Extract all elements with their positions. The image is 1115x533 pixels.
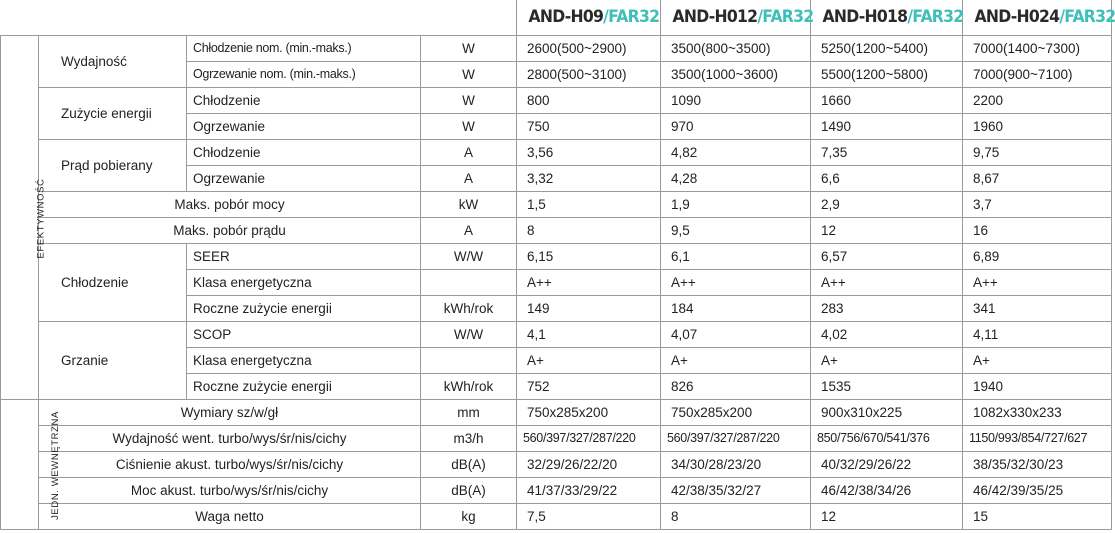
header-row — [1, 0, 1112, 36]
cell-value: 6,15 — [517, 244, 661, 270]
cell-value: 1,9 — [661, 192, 811, 218]
table-row — [1, 244, 1112, 270]
cell-value: 1090 — [661, 88, 811, 114]
table-row — [1, 192, 1112, 218]
cell-value: 46/42/38/34/26 — [811, 478, 963, 504]
table-row — [1, 88, 1112, 114]
row-unit: A — [421, 218, 517, 244]
table-row — [1, 400, 1112, 426]
cell-value: 34/30/28/23/20 — [661, 452, 811, 478]
row-label: Roczne zużycie energii — [187, 374, 421, 400]
row-label: Klasa energetyczna — [187, 270, 421, 296]
header-blank — [1, 0, 517, 36]
cell-value: 3,56 — [517, 140, 661, 166]
cell-value: 2,9 — [811, 192, 963, 218]
model-suffix: /FAR32 — [756, 7, 813, 27]
row-unit: A — [421, 140, 517, 166]
model-header — [811, 0, 963, 36]
cell-value: 3500(800~3500) — [661, 36, 811, 62]
table-row — [1, 322, 1112, 348]
section-label: EFEKTYWNOŚĆ — [35, 178, 47, 259]
row-unit: kWh/rok — [421, 374, 517, 400]
cell-value: 8 — [517, 218, 661, 244]
row-label: SEER — [187, 244, 421, 270]
cell-value: 2600(500~2900) — [517, 36, 661, 62]
table-row — [1, 504, 1112, 530]
row-label: Maks. pobór prądu — [39, 218, 421, 244]
row-label: Ogrzewanie nom. (min.-maks.) — [187, 62, 421, 88]
cell-value: 5500(1200~5800) — [811, 62, 963, 88]
cell-value: A+ — [661, 348, 811, 374]
cell-value: A++ — [661, 270, 811, 296]
row-unit: A — [421, 166, 517, 192]
group-current: Prąd pobierany — [39, 140, 187, 192]
section-efficiency — [1, 36, 47, 400]
cell-value: 341 — [963, 296, 1112, 322]
model-prefix: AND-H09 — [528, 7, 603, 27]
cell-value: 1,5 — [517, 192, 661, 218]
row-unit: W — [421, 114, 517, 140]
cell-value: 4,11 — [963, 322, 1112, 348]
row-unit — [421, 270, 517, 296]
cell-value: 2200 — [963, 88, 1112, 114]
cell-value: 8,67 — [963, 166, 1112, 192]
cell-value: 7,35 — [811, 140, 963, 166]
group-heating: Grzanie — [39, 322, 187, 400]
row-label: Wydajność went. turbo/wys/śr/nis/cichy — [39, 426, 421, 452]
row-unit: W/W — [421, 244, 517, 270]
row-unit: kg — [421, 504, 517, 530]
model-prefix: AND-H018 — [822, 7, 907, 27]
cell-value: 1082x330x233 — [963, 400, 1112, 426]
row-unit — [421, 348, 517, 374]
model-header — [963, 0, 1115, 36]
cell-value: 750x285x200 — [661, 400, 811, 426]
table-row — [1, 140, 1112, 166]
row-label: Klasa energetyczna — [187, 348, 421, 374]
row-label: Moc akust. turbo/wys/śr/nis/cichy — [39, 478, 421, 504]
cell-value: 560/397/327/287/220 — [517, 426, 661, 452]
model-suffix: /FAR32 — [1058, 7, 1115, 27]
row-unit: kW — [421, 192, 517, 218]
cell-value: 4,07 — [661, 322, 811, 348]
table-row — [1, 478, 1112, 504]
cell-value: 149 — [517, 296, 661, 322]
row-label: Maks. pobór mocy — [39, 192, 421, 218]
row-label: Waga netto — [39, 504, 421, 530]
cell-value: 800 — [517, 88, 661, 114]
cell-value: 38/35/32/30/23 — [963, 452, 1112, 478]
cell-value: 12 — [811, 504, 963, 530]
row-unit: mm — [421, 400, 517, 426]
group-cooling: Chłodzenie — [39, 244, 187, 322]
cell-value: 9,75 — [963, 140, 1112, 166]
cell-value: 184 — [661, 296, 811, 322]
cell-value: 1150/993/854/727/627 — [963, 426, 1112, 452]
cell-value: 15 — [963, 504, 1112, 530]
cell-value: 750x285x200 — [517, 400, 661, 426]
table-row — [1, 452, 1112, 478]
cell-value: 1535 — [811, 374, 963, 400]
row-label: Roczne zużycie energii — [187, 296, 421, 322]
cell-value: 1490 — [811, 114, 963, 140]
cell-value: 7000(900~7100) — [963, 62, 1112, 88]
group-capacity: Wydajność — [39, 36, 187, 88]
row-unit: kWh/rok — [421, 296, 517, 322]
cell-value: 1940 — [963, 374, 1112, 400]
cell-value: 3500(1000~3600) — [661, 62, 811, 88]
cell-value: 4,1 — [517, 322, 661, 348]
cell-value: 42/38/35/32/27 — [661, 478, 811, 504]
row-unit: W — [421, 36, 517, 62]
cell-value: 3,32 — [517, 166, 661, 192]
cell-value: 900x310x225 — [811, 400, 963, 426]
cell-value: 4,02 — [811, 322, 963, 348]
model-header — [661, 0, 813, 36]
section-indoor-unit — [1, 400, 61, 530]
cell-value: 7000(1400~7300) — [963, 36, 1112, 62]
cell-value: 8 — [661, 504, 811, 530]
table-row — [1, 426, 1112, 452]
cell-value: A++ — [963, 270, 1112, 296]
cell-value: A++ — [517, 270, 661, 296]
model-suffix: /FAR32 — [602, 7, 659, 27]
cell-value: 826 — [661, 374, 811, 400]
row-label: SCOP — [187, 322, 421, 348]
section-label: JEDN. WEWNĘTRZNA — [49, 411, 61, 520]
cell-value: 32/29/26/22/20 — [517, 452, 661, 478]
cell-value: 1960 — [963, 114, 1112, 140]
model-prefix: AND-H024 — [974, 7, 1059, 27]
cell-value: 16 — [963, 218, 1112, 244]
cell-value: 6,89 — [963, 244, 1112, 270]
cell-value: 6,57 — [811, 244, 963, 270]
cell-value: A+ — [517, 348, 661, 374]
cell-value: A+ — [811, 348, 963, 374]
cell-value: A++ — [811, 270, 963, 296]
cell-value: 850/756/670/541/376 — [811, 426, 963, 452]
cell-value: 752 — [517, 374, 661, 400]
cell-value: 40/32/29/26/22 — [811, 452, 963, 478]
row-unit: dB(A) — [421, 452, 517, 478]
row-unit: W/W — [421, 322, 517, 348]
row-label: Chłodzenie — [187, 140, 421, 166]
cell-value: 12 — [811, 218, 963, 244]
cell-value: 7,5 — [517, 504, 661, 530]
table-row — [1, 218, 1112, 244]
cell-value: 41/37/33/29/22 — [517, 478, 661, 504]
table-row — [1, 36, 1112, 62]
cell-value: 750 — [517, 114, 661, 140]
cell-value: 3,7 — [963, 192, 1112, 218]
row-unit: W — [421, 62, 517, 88]
row-unit: dB(A) — [421, 478, 517, 504]
row-label: Wymiary sz/w/gł — [39, 400, 421, 426]
cell-value: 2800(500~3100) — [517, 62, 661, 88]
row-label: Ogrzewanie — [187, 166, 421, 192]
cell-value: 46/42/39/35/25 — [963, 478, 1112, 504]
cell-value: 4,28 — [661, 166, 811, 192]
cell-value: 970 — [661, 114, 811, 140]
group-power-consumption: Zużycie energii — [39, 88, 187, 140]
row-unit: m3/h — [421, 426, 517, 452]
cell-value: 283 — [811, 296, 963, 322]
cell-value: 560/397/327/287/220 — [661, 426, 811, 452]
cell-value: 1660 — [811, 88, 963, 114]
model-prefix: AND-H012 — [672, 7, 757, 27]
row-label: Chłodzenie nom. (min.-maks.) — [187, 36, 421, 62]
cell-value: 6,6 — [811, 166, 963, 192]
cell-value: 9,5 — [661, 218, 811, 244]
cell-value: 4,82 — [661, 140, 811, 166]
cell-value: 6,1 — [661, 244, 811, 270]
row-label: Ciśnienie akust. turbo/wys/śr/nis/cichy — [39, 452, 421, 478]
cell-value: 5250(1200~5400) — [811, 36, 963, 62]
row-label: Chłodzenie — [187, 88, 421, 114]
model-suffix: /FAR32 — [906, 7, 963, 27]
model-header — [517, 0, 659, 36]
cell-value: A+ — [963, 348, 1112, 374]
row-label: Ogrzewanie — [187, 114, 421, 140]
row-unit: W — [421, 88, 517, 114]
